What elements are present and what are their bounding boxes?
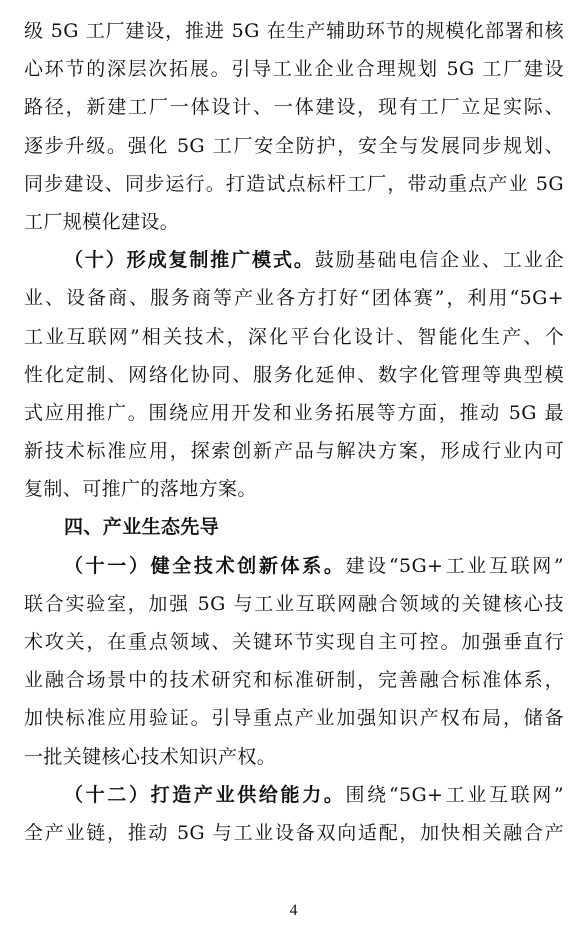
- text-line: 全产业链，推动 5G 与工业设备双向适配，加快相关融合产: [24, 821, 564, 844]
- section-11-first-line-text: 建设“5G+工业互联网”: [345, 554, 564, 577]
- text-line: 心环节的深层次拓展。引导工业企业合理规划 5G 工厂建设: [24, 58, 564, 81]
- text-line: 业融合场景中的技术研究和标准研制，完善融合标准体系，: [24, 669, 564, 692]
- document-page: [24, 12, 564, 852]
- section-heading: 四、产业生态先导: [64, 516, 220, 539]
- text-line: 式应用推广。围绕应用开发和业务拓展等方面，推动 5G 最: [24, 401, 564, 424]
- text-line: 一批关键核心技术知识产权。: [24, 745, 277, 768]
- section-10-title: （十）形成复制推广模式。: [64, 249, 315, 272]
- text-line: 联合实验室，加强 5G 与工业互联网融合领域的关键核心技: [24, 592, 564, 615]
- section-12-paragraph: [24, 776, 564, 852]
- text-line: 工厂规模化建设。: [24, 210, 180, 233]
- section-11-paragraph: [24, 547, 564, 776]
- section-11-first-line: [24, 547, 564, 585]
- text-line: 工业互联网”相关技术，深化平台化设计、智能化生产、个: [24, 325, 564, 348]
- paragraph-continuation: [24, 12, 564, 241]
- text-line: 新技术标准应用，探索创新产品与解决方案，形成行业内可: [24, 440, 564, 463]
- section-10-paragraph: [24, 241, 564, 508]
- text-line: 同步建设、同步运行。打造试点标杆工厂，带动重点产业 5G: [24, 172, 564, 195]
- text-line: 级 5G 工厂建设，推进 5G 在生产辅助环节的规模化部署和核: [24, 20, 564, 42]
- text-line: 性化定制、网络化协同、服务化延伸、数字化管理等典型模: [24, 363, 564, 386]
- page-number: 4: [289, 902, 298, 919]
- text-line: 复制、可推广的落地方案。: [24, 478, 257, 501]
- section-11-title: （十一）健全技术创新体系。: [64, 554, 346, 577]
- section-10-first-line: [24, 241, 564, 279]
- section-12-title: （十二）打造产业供给能力。: [64, 783, 346, 806]
- text-line: 逐步升级。强化 5G 工厂安全防护，安全与发展同步规划、: [24, 134, 564, 157]
- section-12-first-line-text: 围绕“5G+工业互联网”: [345, 783, 564, 806]
- text-line: 加快标准应用验证。引导重点产业加强知识产权布局，储备: [24, 707, 564, 730]
- text-line: 路径，新建工厂一体设计、一体建设，现有工厂立足实际、: [24, 96, 564, 119]
- text-line: 业、设备商、服务商等产业各方打好“团体赛”，利用“5G+: [24, 287, 564, 310]
- section-12-first-line: [24, 776, 564, 814]
- section-10-first-line-text: 鼓励基础电信企业、工业企: [314, 249, 564, 272]
- text-line: 术攻关，在重点领域、关键环节实现自主可控。加强垂直行: [24, 631, 564, 653]
